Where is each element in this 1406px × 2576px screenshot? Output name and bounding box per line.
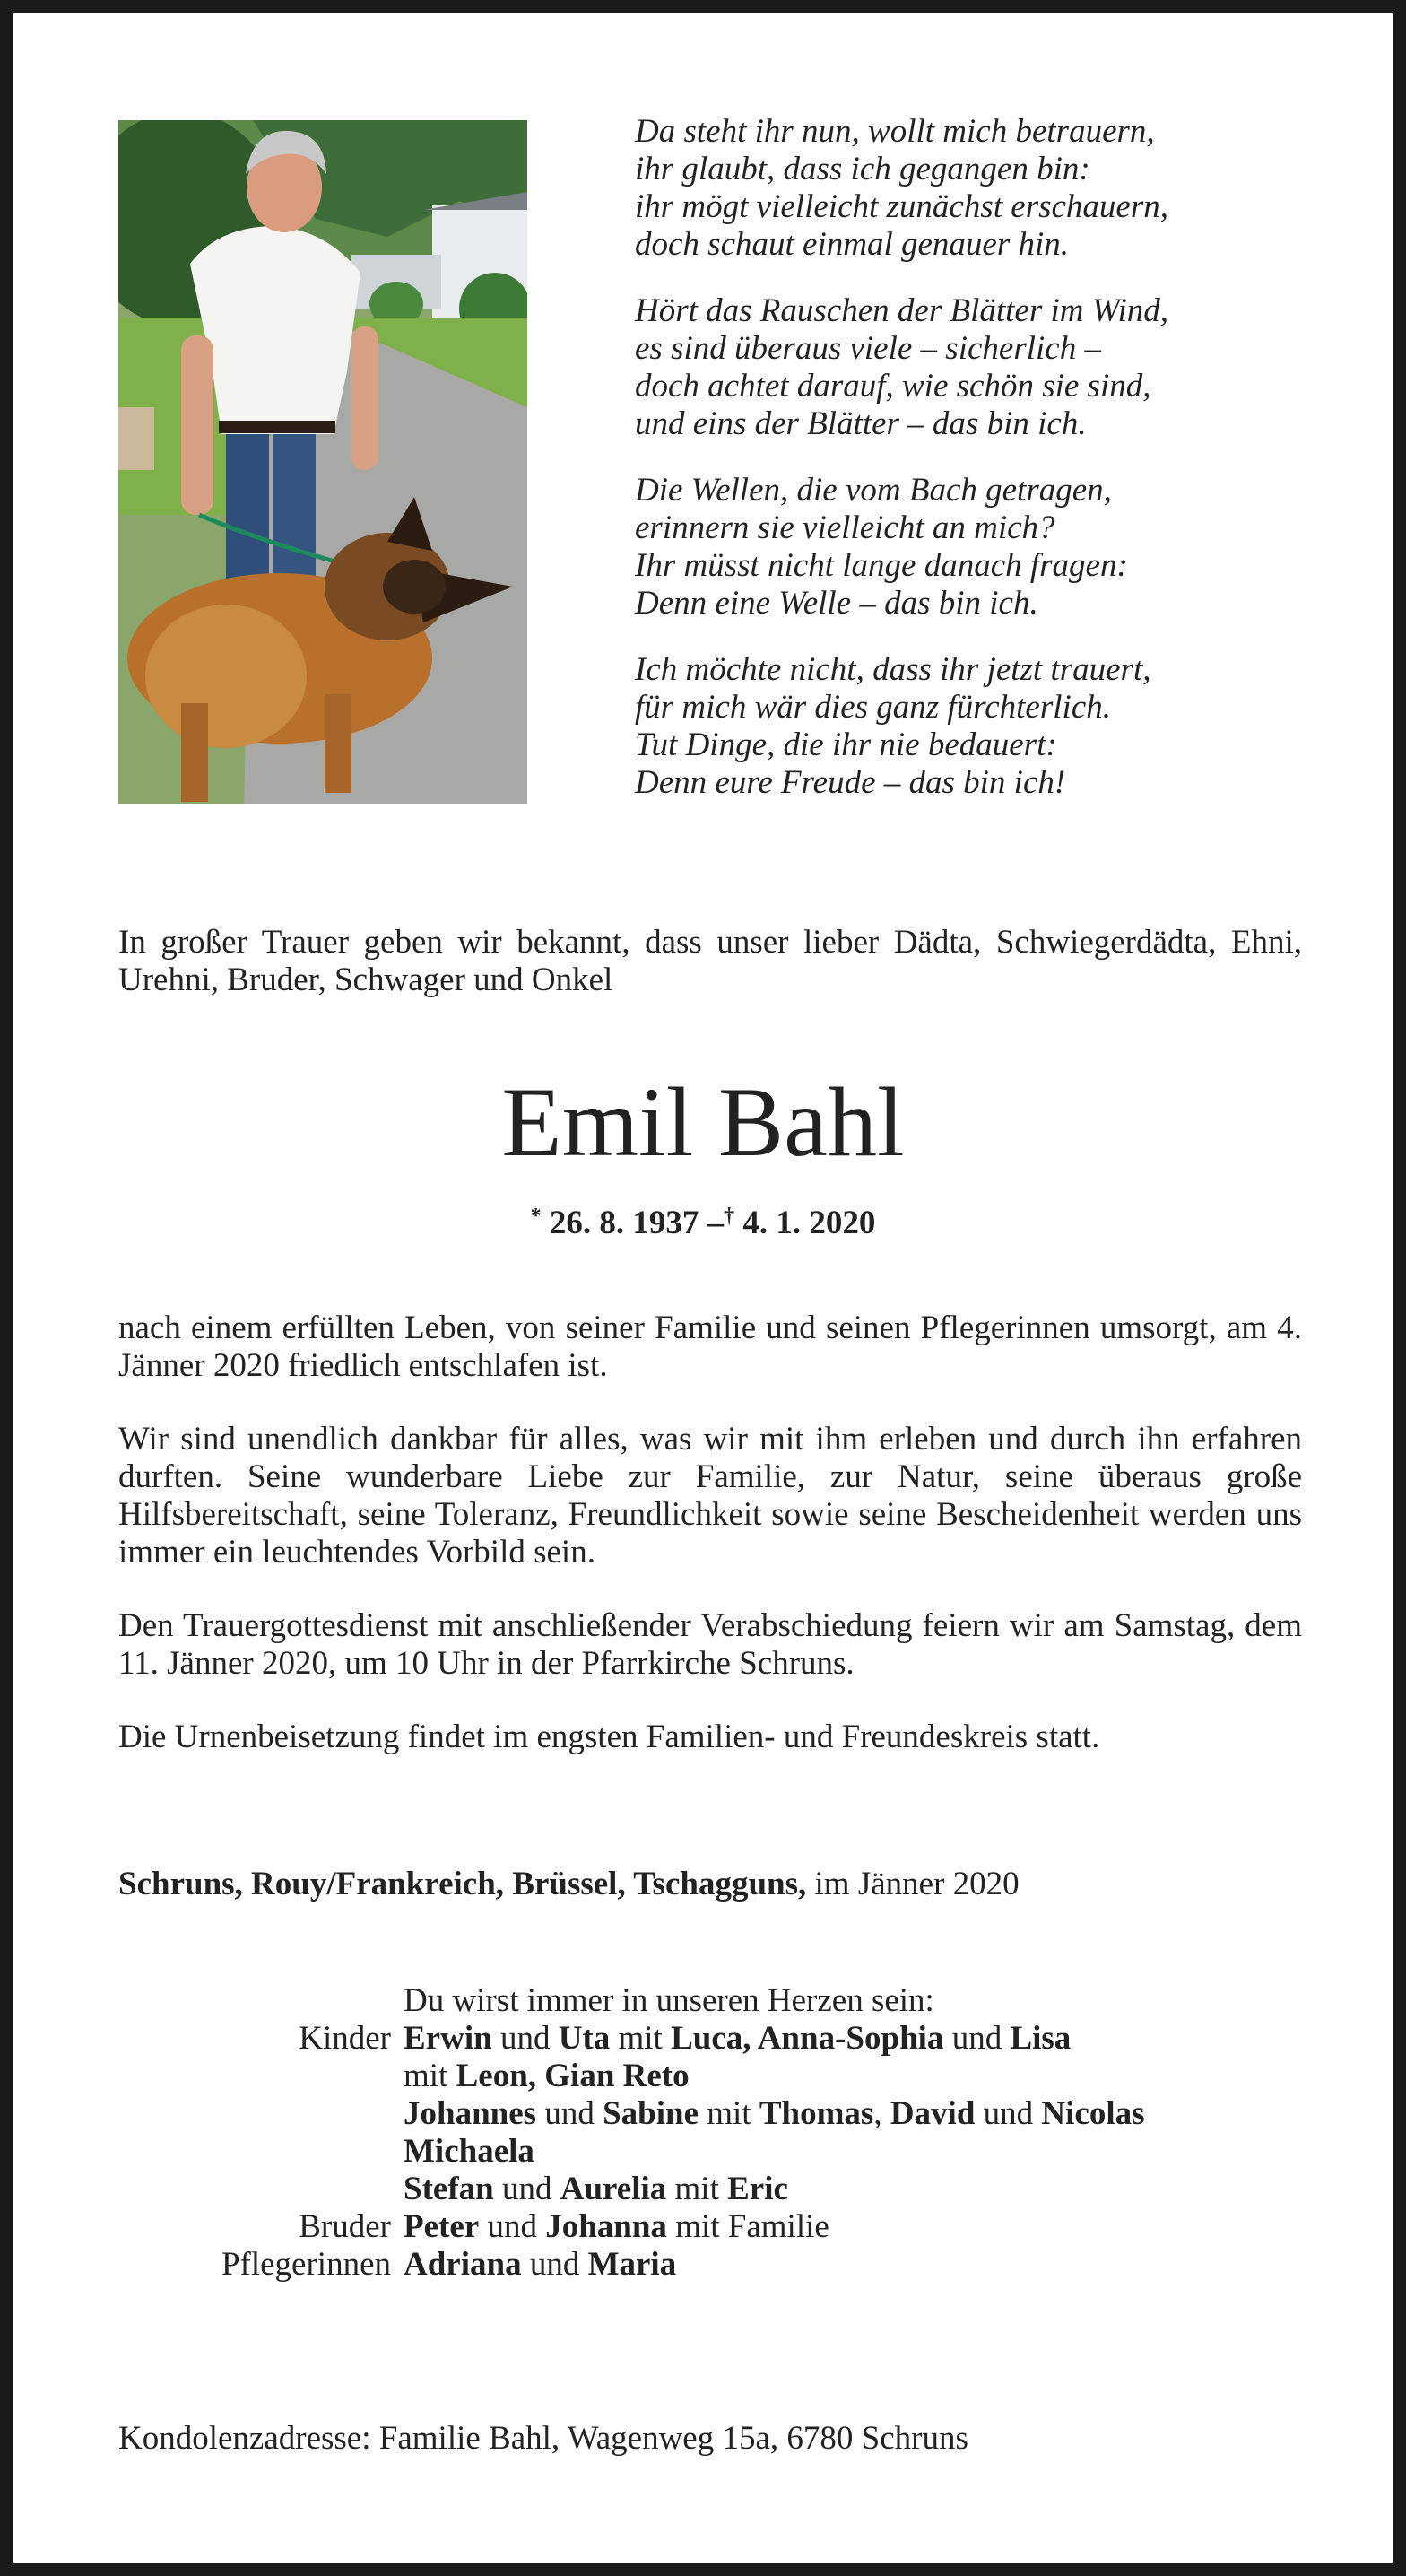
obituary-page bbox=[13, 13, 1393, 2563]
place-date: im Jänner 2020 bbox=[814, 1866, 1020, 1902]
family-row-pflegerinnen bbox=[118, 2246, 1302, 2284]
poem-stanza-2 bbox=[635, 292, 1352, 443]
name-sabine: Sabine bbox=[603, 2095, 699, 2132]
birth-date: 26. 8. 1937 bbox=[549, 1205, 699, 1241]
conj: mit bbox=[618, 2020, 663, 2057]
family-row-kinder bbox=[118, 2020, 1302, 2058]
life-dates bbox=[13, 1197, 1393, 1243]
portrait-photo bbox=[118, 120, 527, 804]
conj: und bbox=[529, 2246, 580, 2283]
name-stefan: Stefan bbox=[404, 2171, 494, 2207]
comma: , bbox=[873, 2095, 882, 2132]
name-adriana: Adriana bbox=[404, 2246, 522, 2283]
name-thomas: Thomas bbox=[759, 2095, 874, 2132]
label-kinder: Kinder bbox=[299, 2020, 391, 2057]
poem-line: Denn eine Welle – das bin ich. bbox=[635, 585, 1038, 622]
poem-line: für mich wär dies ganz fürchterlich. bbox=[635, 689, 1111, 726]
family-row bbox=[118, 2171, 1302, 2208]
condolence-address: Kondolenzadresse: Familie Bahl, Wagenweg 15a, 6780 Schruns bbox=[118, 2420, 968, 2457]
label-pflegerinnen: Pflegerinnen bbox=[221, 2246, 391, 2283]
family-row bbox=[118, 2095, 1302, 2133]
obituary-body bbox=[118, 1310, 1302, 1756]
conj: mit bbox=[674, 2171, 719, 2207]
poem-line: Tut Dinge, die ihr nie bedauert: bbox=[635, 727, 1057, 763]
name-aurelia: Aurelia bbox=[560, 2171, 667, 2207]
name-luca-anna: Luca, Anna-Sophia bbox=[671, 2020, 944, 2057]
deceased-name: Emil Bahl bbox=[501, 1067, 905, 1177]
conj: und bbox=[501, 2171, 552, 2207]
name-johanna: Johanna bbox=[545, 2208, 667, 2245]
poem-line: doch achtet darauf, wie schön sie sind, bbox=[635, 368, 1151, 405]
name-leon-gian: Leon, Gian Reto bbox=[456, 2058, 690, 2094]
name-nicolas: Nicolas bbox=[1041, 2095, 1145, 2132]
conj: mit bbox=[707, 2095, 751, 2132]
photo-man-with-dog bbox=[118, 120, 527, 804]
body-paragraph-3: Den Trauergottesdienst mit anschließender Verabschiedung feiern wir am Samstag, dem 11. Jänner 2020, um 10 Uhr in der Pfarrkirche Schruns. bbox=[118, 1607, 1302, 1682]
name-lisa: Lisa bbox=[1010, 2020, 1072, 2057]
name-johannes: Johannes bbox=[404, 2095, 537, 2132]
body-paragraph-4: Die Urnenbeisetzung findet im engsten Familien- und Freundeskreis statt. bbox=[118, 1719, 1100, 1755]
poem-line: Da steht ihr nun, wollt mich betrauern, bbox=[635, 113, 1155, 150]
name-david: David bbox=[890, 2095, 976, 2132]
announcement-text: In großer Trauer geben wir bekannt, dass unser lieber Dädta, Schwiegerdädta, Ehni, Urehni, Bruder, Schwager und Onkel bbox=[118, 924, 1302, 998]
conj: und bbox=[983, 2095, 1034, 2132]
poem-line: Ich möchte nicht, dass ihr jetzt trauert, bbox=[635, 651, 1151, 688]
poem bbox=[635, 113, 1352, 831]
poem-stanza-1 bbox=[635, 113, 1352, 264]
poem-line: doch schaut einmal genauer hin. bbox=[635, 226, 1069, 263]
poem-line: Hört das Rauschen der Blätter im Wind, bbox=[635, 292, 1169, 329]
birth-symbol: * bbox=[530, 1205, 542, 1228]
poem-line: erinnern sie vielleicht an mich? bbox=[635, 509, 1055, 546]
name-uta: Uta bbox=[558, 2020, 611, 2057]
announcement bbox=[118, 924, 1302, 999]
poem-line: und eins der Blätter – das bin ich. bbox=[635, 405, 1087, 442]
family-row-bruder bbox=[118, 2208, 1302, 2246]
date-separator: – bbox=[707, 1205, 725, 1241]
family-list bbox=[118, 1982, 1302, 2284]
label-bruder: Bruder bbox=[299, 2208, 391, 2245]
place-date-line bbox=[118, 1866, 1302, 1903]
poem-line: Die Wellen, die vom Bach getragen, bbox=[635, 472, 1112, 509]
conj: und bbox=[544, 2095, 595, 2132]
places-list: Schruns, Rouy/Frankreich, Brüssel, Tschagguns, bbox=[118, 1866, 807, 1902]
family-intro-row bbox=[118, 1982, 1302, 2020]
poem-line: ihr mögt vielleicht zunächst erschauern, bbox=[635, 188, 1168, 225]
poem-line: Denn eure Freude – das bin ich! bbox=[635, 764, 1066, 801]
poem-stanza-3 bbox=[635, 472, 1352, 622]
poem-line: Ihr müsst nicht lange danach fragen: bbox=[635, 547, 1128, 584]
family-intro: Du wirst immer in unseren Herzen sein: bbox=[404, 1982, 934, 2019]
body-paragraph-1: nach einem erfüllten Leben, von seiner Familie und seinen Pflegerinnen umsorgt, am 4. Jänner 2020 friedlich entschlafen ist. bbox=[118, 1310, 1302, 1384]
conj: und bbox=[499, 2020, 551, 2057]
poem-line: es sind überaus viele – sicherlich – bbox=[635, 330, 1101, 367]
name-peter: Peter bbox=[404, 2208, 480, 2245]
family-row bbox=[118, 2058, 1302, 2095]
name-michaela: Michaela bbox=[404, 2133, 534, 2170]
conj: und bbox=[487, 2208, 537, 2245]
name-eric: Eric bbox=[727, 2171, 788, 2207]
conj: und bbox=[951, 2020, 1002, 2057]
poem-line: ihr glaubt, dass ich gegangen bin: bbox=[635, 151, 1090, 187]
name-maria: Maria bbox=[587, 2246, 677, 2283]
poem-stanza-4 bbox=[635, 651, 1352, 802]
name-erwin: Erwin bbox=[404, 2020, 492, 2057]
body-paragraph-2: Wir sind unendlich dankbar für alles, was wir mit ihm erleben und durch ihn erfahren durften. Seine wunderbare Liebe zur Familie, zur Natur, seine überaus große Hilfsbereitschaft, seine Toleranz, Freundlichkeit sowie seine Bescheidenheit werden uns immer ein leuchtendes Vorbild sein. bbox=[118, 1421, 1302, 1571]
death-date: 4. 1. 2020 bbox=[742, 1205, 876, 1241]
conj: mit bbox=[404, 2058, 448, 2094]
mit-familie: mit Familie bbox=[675, 2208, 829, 2245]
death-symbol: † bbox=[724, 1205, 735, 1228]
family-row bbox=[118, 2133, 1302, 2171]
